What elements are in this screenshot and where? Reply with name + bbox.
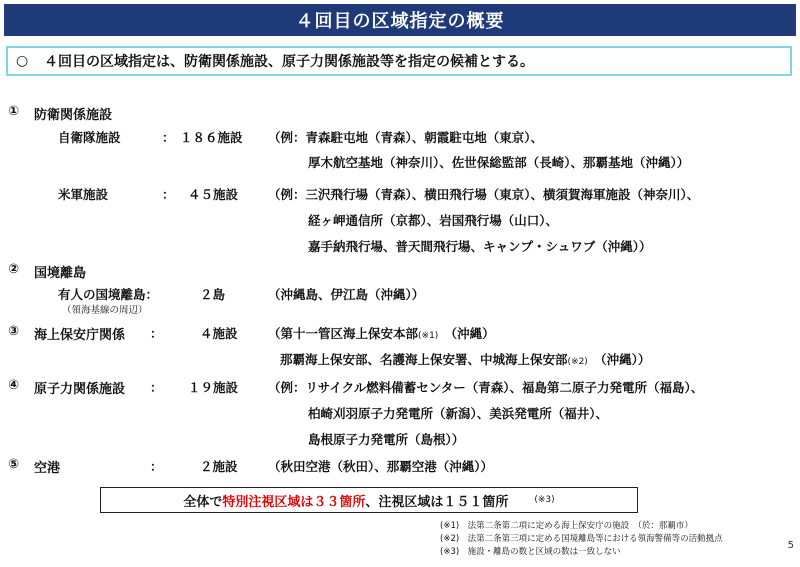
coastguard-line-2-region: （沖縄）） [600, 352, 651, 367]
footnote-2: (※2) 法第二条第三項に定める国境離島等における領海警備等の活動拠点 [440, 534, 723, 544]
us-examples-line-1: （例：三沢飛行場（青森）、横田飛行場（東京）、横須賀海軍施設（神奈川）、 [268, 187, 700, 202]
nuclear-count: １９施設 [188, 380, 239, 395]
total-summary-box [100, 487, 638, 513]
section-2-heading: 国境離島 [34, 266, 87, 281]
summary-bullet: ○ [16, 53, 29, 69]
section-5-heading: 空港 [34, 461, 61, 476]
nuclear-colon: ： [150, 380, 163, 395]
airport-count: ２施設 [200, 459, 238, 474]
airport-detail: （秋田空港（秋田）、那覇空港（沖縄）） [268, 459, 494, 474]
section-2-number: ② [8, 262, 20, 277]
coastguard-count: ４施設 [200, 326, 238, 341]
total-text-2: 、注視区域は１５１箇所 [365, 494, 509, 510]
section-3-heading: 海上保安庁関係 [34, 328, 126, 343]
section-1-heading: 防衛関係施設 [34, 108, 113, 123]
sdf-colon: ： [162, 130, 175, 145]
us-colon: ： [162, 187, 175, 202]
total-note-ref: (※3) [534, 495, 555, 505]
section-4-number: ④ [8, 378, 20, 393]
coastguard-note-2-ref: (※2) [567, 357, 588, 367]
summary-text: ４回目の区域指定は、防衛関係施設、原子力関係施設等を指定の候補とする。 [44, 54, 534, 70]
coastguard-line-2 [280, 350, 650, 368]
sdf-examples-line-2: 厚木航空基地（神奈川）、佐世保総監部（長崎）、那覇基地（沖縄）） [308, 155, 690, 170]
nuclear-examples-line-2: 柏崎刈羽原子力発電所（新潟）、美浜発電所（福井）、 [308, 406, 609, 421]
sdf-label: 自衛隊施設 [58, 130, 121, 145]
island-count: ２島 [200, 287, 226, 302]
us-label: 米軍施設 [58, 187, 109, 202]
section-1-number: ① [8, 104, 20, 119]
section-3-number: ③ [8, 324, 20, 339]
nuclear-examples-line-1: （例：リサイクル燃料備蓄センター（青森）、福島第二原子力発電所（福島）、 [268, 380, 704, 395]
coastguard-colon: ： [150, 326, 163, 341]
section-4-heading: 原子力関係施設 [34, 382, 126, 397]
coastguard-line-1-region: （沖縄） [450, 326, 495, 341]
us-examples-line-2: 経ヶ岬通信所（京都）、岩国飛行場（山口）、 [308, 213, 559, 228]
island-label: 有人の国境離島： [58, 287, 159, 302]
section-5-number: ⑤ [8, 457, 20, 472]
footnote-1: (※1) 法第二条第二項に定める海上保安庁の施設 （於：那覇市） [440, 521, 693, 531]
coastguard-note-1-ref: (※1) [418, 331, 439, 341]
slide-title: ４回目の区域指定の概要 [4, 4, 796, 36]
island-sublabel: （領海基線の周辺） [62, 305, 148, 316]
summary-box [6, 46, 792, 76]
coastguard-line-1 [268, 324, 495, 342]
airport-colon: ： [150, 459, 163, 474]
coastguard-line-1-text: （第十一管区海上保安本部 [268, 326, 419, 341]
sdf-count: １８６施設 [180, 130, 243, 145]
special-zone-count: 特別注視区域は３３箇所 [222, 494, 366, 510]
us-count: ４５施設 [188, 187, 239, 202]
footnote-3: (※3) 施設・離島の数と区域の数は一致しない [440, 547, 621, 557]
coastguard-line-2-text: 那覇海上保安部、名護海上保安署、中城海上保安部 [280, 352, 568, 367]
us-examples-line-3: 嘉手納飛行場、普天間飛行場、キャンプ・シュワブ（沖縄）） [308, 239, 652, 254]
page-number: 5 [787, 540, 794, 551]
island-detail: （沖縄島、伊江島（沖縄）） [268, 287, 425, 302]
nuclear-examples-line-3: 島根原子力発電所（島根）） [308, 432, 465, 447]
total-text-1: 全体で [183, 494, 223, 510]
sdf-examples-line-1: （例：青森駐屯地（青森）、朝霞駐屯地（東京）、 [268, 130, 544, 145]
